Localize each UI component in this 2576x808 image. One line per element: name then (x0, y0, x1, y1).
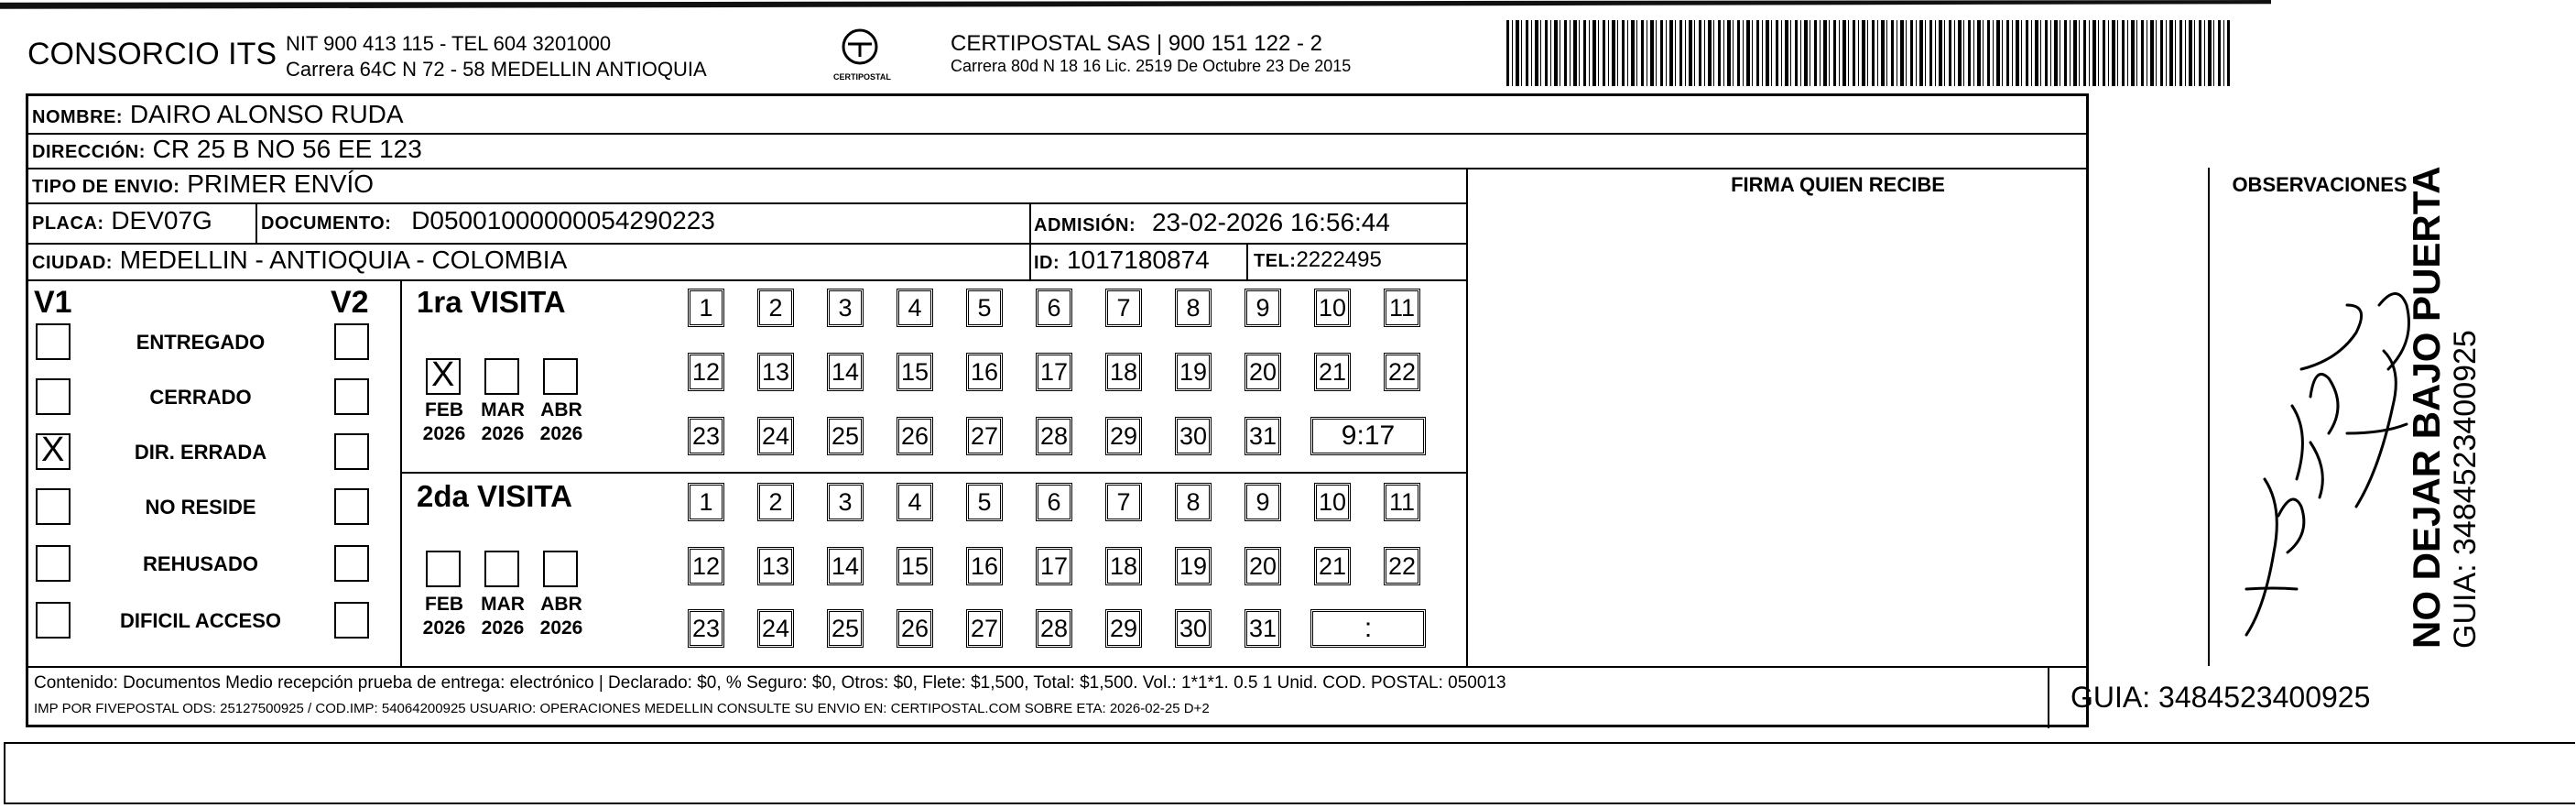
v2-checkbox[interactable] (334, 378, 369, 415)
id-field (1034, 246, 1210, 275)
admission-value: 23-02-2026 16:56:44 (1151, 208, 1390, 236)
day-box[interactable]: 21 (1314, 547, 1351, 585)
month-year: 2026 (539, 617, 583, 639)
shipment-label: TIPO DE ENVIO: (32, 177, 180, 197)
v2-checkbox[interactable] (334, 602, 369, 639)
signature-header: FIRMA QUIEN RECIBE (1731, 173, 1945, 196)
company-address: Carrera 64C N 72 - 58 MEDELLIN ANTIOQUIA (286, 58, 707, 81)
day-box[interactable]: 13 (757, 547, 794, 585)
admission-field (1034, 208, 1390, 237)
month-name: ABR (540, 399, 582, 420)
day-box[interactable]: 4 (897, 289, 933, 327)
day-box[interactable]: 29 (1105, 417, 1142, 455)
recipient-address: CR 25 B NO 56 EE 123 (152, 135, 422, 163)
day-box[interactable]: 10 (1314, 483, 1351, 521)
handwritten-note-icon (2210, 204, 2429, 664)
day-box[interactable]: 25 (827, 417, 864, 455)
day-box[interactable]: 18 (1105, 353, 1142, 391)
month-year: 2026 (481, 617, 525, 639)
tel-field (1254, 247, 1382, 273)
day-box[interactable]: 3 (827, 483, 864, 521)
month-checkmark: X (431, 355, 455, 394)
shipment-row (32, 169, 374, 199)
tel-value: 2222495 (1296, 247, 1382, 272)
day-box[interactable]: 2 (757, 289, 794, 327)
day-box[interactable]: 29 (1105, 609, 1142, 648)
v1-checkmark: X (41, 431, 65, 469)
month-checkbox[interactable] (426, 551, 461, 587)
second-visit-title: 2da VISITA (417, 479, 572, 513)
day-box[interactable]: 13 (757, 353, 794, 391)
v2-checkbox[interactable] (334, 433, 369, 470)
envelope-bottom (4, 803, 2575, 804)
city-field (32, 246, 567, 275)
day-box[interactable]: 17 (1036, 547, 1072, 585)
v2-checkbox[interactable] (334, 323, 369, 360)
v2-header: V2 (331, 285, 369, 320)
document-label: DOCUMENTO: (261, 213, 392, 234)
day-box[interactable]: 27 (966, 417, 1003, 455)
admission-label: ADMISIÓN: (1034, 215, 1136, 235)
company-info (286, 31, 707, 82)
envelope-left (4, 742, 5, 804)
status-option-label: DIR. ERRADA (134, 441, 267, 464)
day-box[interactable]: 14 (827, 547, 864, 585)
month-name: MAR (481, 399, 525, 420)
scan-edge (0, 0, 2271, 13)
document-field (261, 206, 715, 235)
plate-label: PLACA: (32, 213, 104, 234)
day-box[interactable]: 23 (688, 609, 724, 648)
id-label: ID: (1034, 253, 1060, 273)
v1-checkbox[interactable] (36, 433, 71, 470)
month-checkbox[interactable] (543, 551, 578, 587)
footer-guide-number: GUIA: 3484523400925 (2071, 681, 2371, 714)
city-value: MEDELLIN - ANTIOQUIA - COLOMBIA (119, 246, 568, 274)
observations-header: OBSERVACIONES (2232, 173, 2408, 196)
city-label: CIUDAD: (32, 253, 113, 273)
month-name: ABR (540, 594, 582, 615)
side-warning: NO DEJAR BAJO PUERTA (2405, 166, 2448, 649)
day-box[interactable]: 30 (1175, 417, 1212, 455)
v1-checkbox[interactable] (36, 378, 71, 415)
month-checkbox[interactable] (426, 355, 461, 395)
day-box[interactable]: 20 (1245, 547, 1281, 585)
certipostal-logo (833, 26, 891, 82)
day-box[interactable]: 11 (1384, 483, 1420, 521)
month-name: MAR (481, 594, 525, 615)
signature-area[interactable] (1470, 204, 2206, 664)
month-label (475, 399, 530, 446)
carrier-info (951, 31, 1351, 76)
day-box[interactable]: 26 (897, 609, 933, 648)
day-box[interactable]: 1 (688, 483, 724, 521)
day-box[interactable]: 31 (1245, 609, 1281, 648)
day-box[interactable]: 25 (827, 609, 864, 648)
day-box[interactable]: 28 (1036, 417, 1072, 455)
v2-checkbox[interactable] (334, 545, 369, 582)
day-box[interactable]: 6 (1036, 483, 1072, 521)
day-box[interactable]: 6 (1036, 289, 1072, 327)
day-box[interactable]: 10 (1314, 289, 1351, 327)
v1-checkbox[interactable] (36, 545, 71, 582)
month-checkbox[interactable] (543, 358, 578, 395)
name-label: NOMBRE: (32, 107, 124, 127)
carrier-name: CERTIPOSTAL SAS | 900 151 122 - 2 (951, 31, 1322, 56)
day-box[interactable]: 18 (1105, 547, 1142, 585)
envelope-edge (4, 742, 2575, 744)
day-box[interactable]: 30 (1175, 609, 1212, 648)
month-year: 2026 (422, 423, 466, 444)
day-box[interactable]: 24 (757, 609, 794, 648)
month-label (417, 399, 472, 446)
second-visit-time[interactable]: : (1310, 609, 1426, 648)
day-box[interactable]: 22 (1384, 547, 1420, 585)
day-box[interactable]: 4 (897, 483, 933, 521)
side-text (2407, 166, 2484, 649)
month-label (475, 593, 530, 640)
day-box[interactable]: 22 (1384, 353, 1420, 391)
day-box[interactable]: 7 (1105, 289, 1142, 327)
side-guide-number: GUIA: 3484523400925 (2448, 330, 2483, 649)
month-checkbox[interactable] (484, 358, 519, 395)
day-box[interactable]: 5 (966, 483, 1003, 521)
day-box[interactable]: 14 (827, 353, 864, 391)
status-option-label: DIFICIL ACCESO (119, 609, 281, 632)
first-visit-title: 1ra VISITA (417, 285, 566, 319)
day-box[interactable]: 16 (966, 547, 1003, 585)
month-checkbox[interactable] (484, 551, 519, 587)
v1-checkbox[interactable] (36, 602, 71, 639)
day-box[interactable]: 19 (1175, 547, 1212, 585)
month-name: FEB (425, 399, 463, 420)
carrier-address: Carrera 80d N 18 16 Lic. 2519 De Octubre 23 De 2015 (951, 57, 1352, 75)
day-box[interactable]: 12 (688, 353, 724, 391)
day-box[interactable]: 15 (897, 353, 933, 391)
day-box[interactable]: 1 (688, 289, 724, 327)
month-year: 2026 (481, 423, 525, 444)
month-year: 2026 (539, 423, 583, 444)
month-year: 2026 (422, 617, 466, 639)
status-option-label: ENTREGADO (136, 331, 266, 354)
day-box[interactable]: 27 (966, 609, 1003, 648)
day-box[interactable]: 11 (1384, 289, 1420, 327)
document-value: D05001000000054290223 (411, 206, 715, 235)
day-box[interactable]: 9 (1245, 289, 1281, 327)
first-visit-time[interactable]: 9:17 (1310, 417, 1426, 455)
day-box[interactable]: 28 (1036, 609, 1072, 648)
v1-checkbox[interactable] (36, 323, 71, 360)
shipment-type: PRIMER ENVÍO (187, 169, 375, 198)
day-box[interactable]: 8 (1175, 289, 1212, 327)
recipient-name: DAIRO ALONSO RUDA (129, 100, 404, 128)
company-name: CONSORCIO ITS (27, 37, 277, 71)
logo-caption: CERTIPOSTAL (833, 72, 891, 82)
guide-form (26, 93, 2408, 727)
status-option-label: CERRADO (149, 386, 252, 409)
footer-print-info: IMP POR FIVEPOSTAL ODS: 25127500925 / COD.IMP: 54064200925 USUARIO: OPERACIONES MEDELLIN CONSULTE SU ENVIO EN: CERTIPOSTAL.COM SOBRE ETA: 2026-02-25 D+2 (34, 701, 1210, 716)
day-box[interactable]: 3 (827, 289, 864, 327)
v1-checkbox[interactable] (36, 488, 71, 525)
day-box[interactable]: 7 (1105, 483, 1142, 521)
v1-header: V1 (34, 285, 72, 320)
day-box[interactable]: 2 (757, 483, 794, 521)
month-name: FEB (425, 594, 463, 615)
company-nit: NIT 900 413 115 - TEL 604 3201000 (286, 32, 612, 55)
address-row (32, 135, 422, 164)
day-box[interactable]: 12 (688, 547, 724, 585)
id-value: 1017180874 (1066, 246, 1210, 274)
day-box[interactable]: 5 (966, 289, 1003, 327)
day-box[interactable]: 31 (1245, 417, 1281, 455)
day-box[interactable]: 26 (897, 417, 933, 455)
day-box[interactable]: 9 (1245, 483, 1281, 521)
day-box[interactable]: 17 (1036, 353, 1072, 391)
plate-value: DEV07G (111, 206, 212, 235)
name-row (32, 100, 404, 129)
day-box[interactable]: 8 (1175, 483, 1212, 521)
day-box[interactable]: 19 (1175, 353, 1212, 391)
address-label: DIRECCIÓN: (32, 142, 146, 162)
day-box[interactable]: 16 (966, 353, 1003, 391)
month-label (534, 399, 589, 446)
status-option-label: REHUSADO (143, 552, 258, 575)
certipostal-logo-icon (839, 26, 881, 68)
month-label (534, 593, 589, 640)
observations-area[interactable] (2210, 204, 2429, 664)
plate-field (32, 206, 212, 235)
v2-checkbox[interactable] (334, 488, 369, 525)
day-box[interactable]: 20 (1245, 353, 1281, 391)
tel-label: TEL: (1254, 251, 1297, 271)
status-option-label: NO RESIDE (145, 496, 256, 519)
day-box[interactable]: 24 (757, 417, 794, 455)
footer-contents: Contenido: Documentos Medio recepción prueba de entrega: electrónico | Declarado: $0, % Seguro: $0, Otros: $0, Flete: $1,500, Total: $1,500. Vol.: 1*1*1. 0.5 1 Unid. COD. POSTAL: 050013 (34, 673, 1506, 693)
day-box[interactable]: 15 (897, 547, 933, 585)
day-box[interactable]: 21 (1314, 353, 1351, 391)
day-box[interactable]: 23 (688, 417, 724, 455)
month-label (417, 593, 472, 640)
barcode (1506, 20, 2230, 86)
